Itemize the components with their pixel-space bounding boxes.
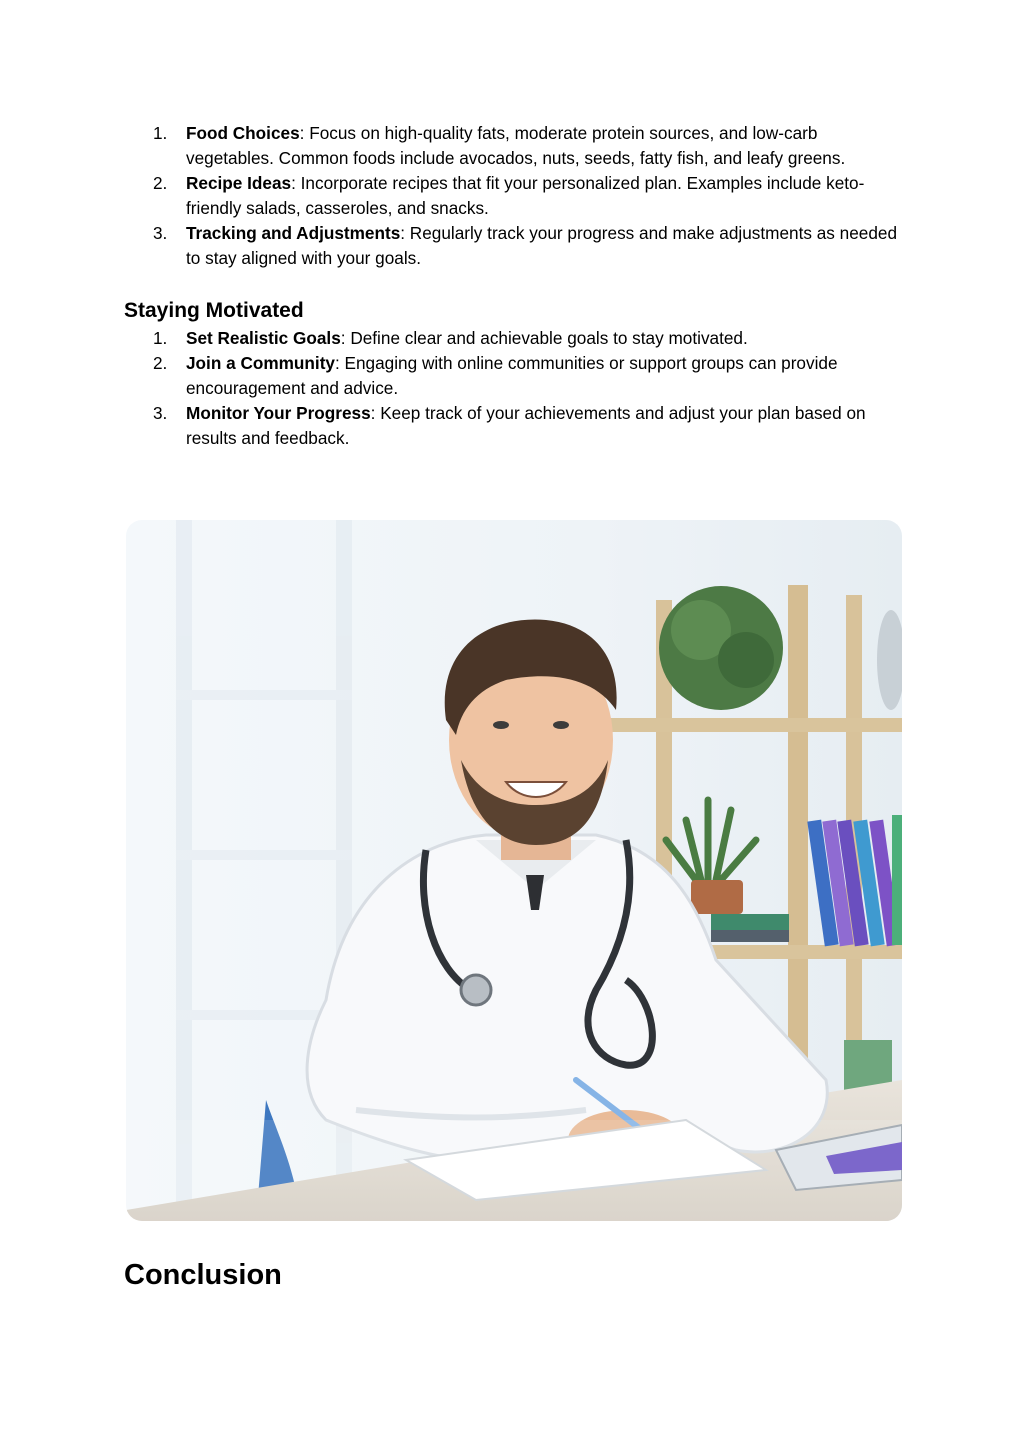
- list-number: 2.: [153, 353, 168, 373]
- list-item-title: Join a Community: [186, 353, 335, 373]
- list-item-text: : Focus on high-quality fats, moderate protein sources, and low-carb vegetables. Common foods include avocados, nuts, seeds, fatty fish, and leafy greens.: [186, 123, 846, 168]
- section-heading-staying-motivated: Staying Motivated: [124, 299, 304, 322]
- list-item: [124, 171, 902, 221]
- list-number: 1.: [153, 123, 168, 143]
- list-item-title: Food Choices: [186, 123, 300, 143]
- list-item-title: Recipe Ideas: [186, 173, 292, 193]
- diet-plan-list: [124, 121, 902, 271]
- list-item-text: : Engaging with online communities or support groups can provide encouragement and advice.: [186, 353, 838, 398]
- list-item-title: Monitor Your Progress: [186, 403, 371, 423]
- conclusion-heading: Conclusion: [124, 1259, 282, 1291]
- doctor-illustration: [126, 520, 902, 1221]
- list-number: 3.: [153, 403, 168, 423]
- plant-top: [659, 586, 783, 710]
- list-item: [124, 121, 902, 171]
- list-item-title: Tracking and Adjustments: [186, 223, 401, 243]
- motivation-list: [124, 326, 902, 451]
- document-body: [124, 121, 902, 451]
- list-item: [124, 221, 902, 271]
- list-item: [124, 326, 902, 351]
- list-number: 2.: [153, 173, 168, 193]
- doctor-photo: [126, 520, 902, 1221]
- list-number: 1.: [153, 328, 168, 348]
- list-item-text: : Define clear and achievable goals to stay motivated.: [340, 328, 748, 348]
- list-item-title: Set Realistic Goals: [186, 328, 341, 348]
- list-item: [124, 401, 902, 451]
- list-number: 3.: [153, 223, 168, 243]
- list-item-text: : Keep track of your achievements and adjust your plan based on results and feedback.: [186, 403, 866, 448]
- list-item-text: : Regularly track your progress and make adjustments as needed to stay aligned with your goals.: [186, 223, 898, 268]
- list-item: [124, 351, 902, 401]
- list-item-text: : Incorporate recipes that fit your personalized plan. Examples include keto-friendly salads, casseroles, and snacks.: [186, 173, 865, 218]
